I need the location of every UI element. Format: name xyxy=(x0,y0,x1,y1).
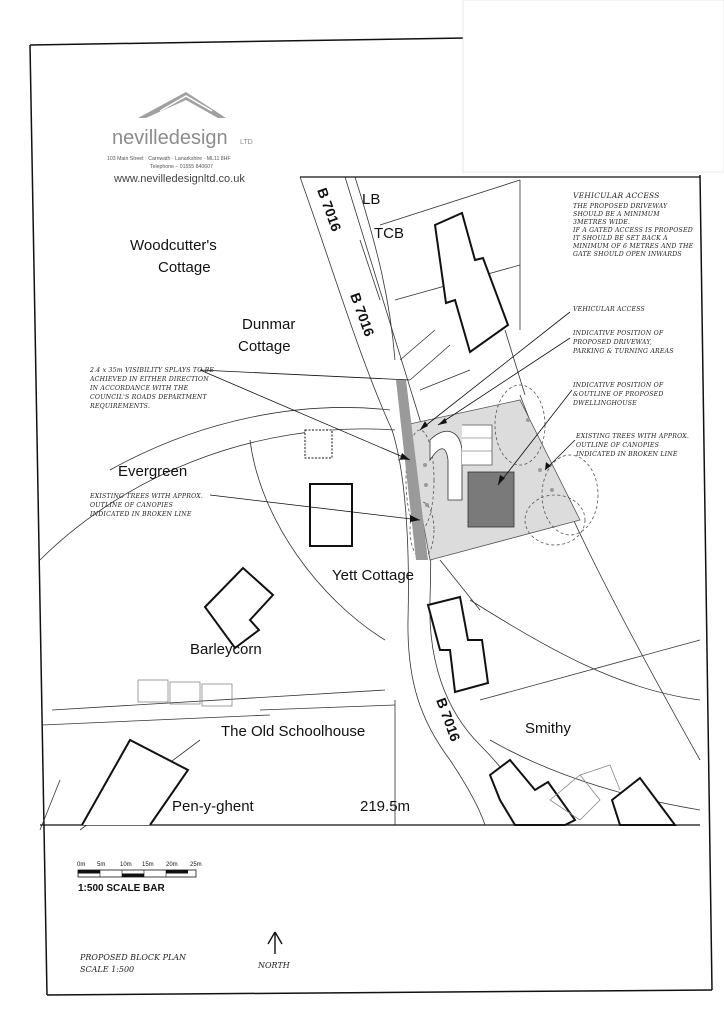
logo-telephone: Telephone – 01555 840607 xyxy=(150,164,213,170)
road-label-mid: B 7016 xyxy=(347,290,378,339)
building-outbuilding xyxy=(305,430,332,458)
scale-tick-label: 10m xyxy=(120,862,132,868)
note-driveway-line: PROPOSED DRIVEWAY, xyxy=(573,339,652,346)
note-trees-right-line: INDICATED IN BROKEN LINE xyxy=(576,451,678,458)
note-trees-left-line: EXISTING TREES WITH APPROX. xyxy=(90,493,204,500)
label-woodcutters-1: Woodcutter's xyxy=(130,237,217,254)
note-trees-left-line: OUTLINE OF CANOPIES xyxy=(90,502,174,509)
label-barleycorn: Barleycorn xyxy=(190,641,262,658)
label-lb: LB xyxy=(362,191,381,208)
note-vehicular-access xyxy=(572,191,694,258)
note-trees-left-line: INDICATED IN BROKEN LINE xyxy=(90,511,192,518)
logo-suffix: LTD xyxy=(240,139,253,146)
note-driveway-line: INDICATIVE POSITION OF xyxy=(573,330,664,337)
note-trees-right-line: OUTLINE OF CANOPIES xyxy=(576,442,660,449)
logo-name: nevilledesign xyxy=(112,127,228,149)
note-dwelling-line: INDICATIVE POSITION OF xyxy=(573,382,664,389)
note-vehicular-line: IF A GATED ACCESS IS PROPOSED xyxy=(573,227,693,234)
note-vehicular-line: 3METRES WIDE. xyxy=(573,219,631,226)
scale-tick-label: 15m xyxy=(142,862,154,868)
building-smithy-east xyxy=(612,778,675,825)
label-penyghent: Pen-y-ghent xyxy=(172,798,254,815)
note-dwelling xyxy=(572,382,664,407)
logo-website: www.nevilledesignltd.co.uk xyxy=(114,173,245,185)
building-evergreen xyxy=(310,484,352,546)
scale-tick-label: 0m xyxy=(77,862,86,868)
note-vehicular-title: VEHICULAR ACCESS xyxy=(573,191,660,200)
note-vehicular-line: GATE SHOULD OPEN INWARDS xyxy=(573,251,682,258)
label-spot-height: 219.5m xyxy=(360,798,411,815)
scale-title: 1:500 SCALE BAR xyxy=(78,883,165,894)
logo-address: 103 Main Street · Carnwath · Lanarkshire · ML11 8HF xyxy=(107,156,231,162)
label-schoolhouse: The Old Schoolhouse xyxy=(221,723,366,740)
note-dwelling-line: DWELLINGHOUSE xyxy=(573,400,637,407)
north-arrow-icon xyxy=(268,932,282,954)
note-trees-left xyxy=(89,493,203,518)
note-driveway xyxy=(572,330,674,355)
parking-bays xyxy=(462,425,492,465)
label-dunmar-1: Dunmar xyxy=(242,316,296,333)
label-dunmar-2: Cottage xyxy=(238,338,291,355)
scale-tick-label: 20m xyxy=(166,862,178,868)
label-tcb: TCB xyxy=(374,225,404,242)
note-visibility-line: ACHIEVED IN EITHER DIRECTION xyxy=(90,376,209,383)
scale-tick-label: 25m xyxy=(190,862,202,868)
label-evergreen: Evergreen xyxy=(118,463,188,480)
road-label-top: B 7016 xyxy=(314,185,345,234)
north-label: NORTH xyxy=(258,961,290,970)
company-logo xyxy=(107,92,253,185)
note-vehicular-line: MINIMUM OF 6 METRES AND THE xyxy=(573,243,694,250)
buildings xyxy=(82,213,675,825)
building-tcb xyxy=(435,213,508,352)
note-visibility-line: 2.4 x 35m VISIBILITY SPLAYS TO BE xyxy=(90,367,215,374)
note-trees-right xyxy=(575,433,689,458)
map-frame xyxy=(40,177,700,825)
note-trees-right-line: EXISTING TREES WITH APPROX. xyxy=(576,433,690,440)
note-visibility xyxy=(89,367,214,410)
scale-tick-label: 5m xyxy=(97,862,106,868)
note-vehicular-line: THE PROPOSED DRIVEWAY xyxy=(573,203,668,210)
scale-bar xyxy=(77,862,202,894)
label-woodcutters-2: Cottage xyxy=(158,259,211,276)
note-access-label: VEHICULAR ACCESS xyxy=(573,306,645,313)
proposed-dwelling xyxy=(468,472,514,527)
note-visibility-line: IN ACCORDANCE WITH THE xyxy=(90,385,189,392)
note-dwelling-line: &OUTLINE OF PROPOSED xyxy=(573,391,664,398)
paste-over-panel xyxy=(463,0,724,172)
plan-title: PROPOSED BLOCK PLAN xyxy=(80,953,187,962)
north-arrow xyxy=(257,932,291,970)
proposed-site xyxy=(396,380,598,560)
plan-scale: SCALE 1:500 xyxy=(80,965,135,974)
label-smithy: Smithy xyxy=(525,720,571,737)
building-yett xyxy=(428,597,488,692)
note-visibility-line: REQUIREMENTS. xyxy=(90,403,151,410)
label-yett: Yett Cottage xyxy=(332,567,415,584)
note-vehicular-line: IT SHOULD BE SET BACK A xyxy=(573,235,668,242)
building-barleycorn xyxy=(205,568,273,648)
note-vehicular-line: SHOULD BE A MINIMUM xyxy=(573,211,660,218)
road-label-bottom: B 7016 xyxy=(433,695,464,744)
building-smithy xyxy=(490,760,575,825)
note-driveway-line: PARKING & TURNING AREAS xyxy=(573,348,674,355)
note-visibility-line: COUNCIL'S ROADS DEPARTMENT xyxy=(90,394,207,401)
roof-icon xyxy=(138,92,226,118)
